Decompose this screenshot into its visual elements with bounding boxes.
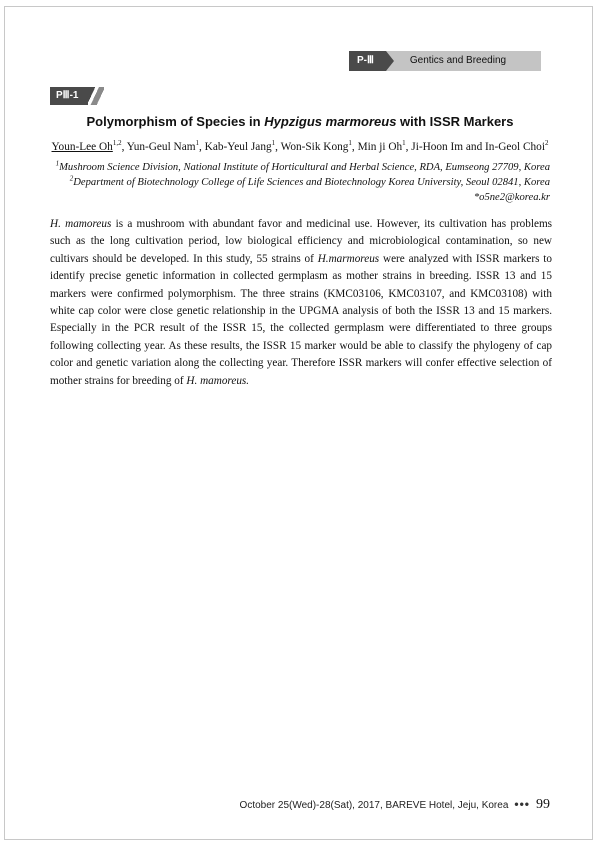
affiliation-1 (55, 159, 550, 173)
author-sup: 1 (271, 139, 276, 148)
author-name: Youn-Lee Oh (51, 141, 113, 153)
author-sup: 1 (402, 139, 406, 148)
page-number: 99 (536, 797, 550, 812)
page-footer (240, 797, 550, 813)
author-name: Min ji Oh (357, 141, 403, 153)
author-name: Kab-Yeul Jang (204, 141, 272, 153)
title-part-italic: Hypzigus marmoreus (264, 114, 397, 129)
paper-id: PⅢ-1 (50, 87, 88, 105)
abstract-text: were analyzed with ISSR markers to identify precise genetic information in collected germplasm as mother strains in breeding. ISSR 13 and 15 markers were confirmed polymorphism. The three strains (KMC03106, KMC03107, and KMC03108) with white cap color were close genetic relationship in the UPGMA analysis of both the ISSR 13 and 15 markers. Especially in the PCR result of the ISSR 15, the collected germplasm were differentiated to three groups following collecting year. As these results, the ISSR 15 marker would be able to classify the phylogeny of cap color and genetic variation along the collecting year. Therefore ISSR markers will confer effective selection of mother strains for breeding of (50, 252, 553, 387)
affiliation-text: Department of Biotechnology College of Life Sciences and Biotechnology Korea University, Seoul 02841, Korea (73, 177, 550, 188)
author-name: Yun-Geul Nam (126, 141, 196, 153)
badge-stripe-decoration (88, 87, 104, 105)
author-name: In-Geol Choi (485, 141, 545, 153)
affiliation-2 (69, 174, 550, 188)
footer-dots: ••• (514, 797, 530, 811)
abstract-species-italic: H.marmoreus (317, 252, 380, 265)
author-sep: , (351, 141, 358, 153)
section-code: P-Ⅲ (349, 51, 386, 71)
paper-id-badge (50, 87, 104, 105)
author-sep: , (275, 141, 281, 153)
author-sep: , (199, 141, 205, 153)
author-sup: 1 (195, 139, 200, 148)
page-frame (4, 6, 593, 840)
author-sup: 1,2 (112, 139, 122, 148)
author-sep: and (463, 141, 486, 153)
author-sep: , (405, 141, 412, 153)
corresponding-email: *o5ne2@korea.kr (473, 192, 550, 203)
author-name: Ji-Hoon Im (411, 141, 464, 153)
section-tab (349, 51, 541, 71)
affiliation-text: Mushroom Science Division, National Institute of Horticultural and Herbal Science, RDA, Eumseong 27709, Korea (59, 162, 550, 173)
author-list (0, 141, 600, 153)
paper-title (0, 114, 600, 129)
affiliation-sup: 2 (69, 174, 74, 183)
abstract-species-italic: H. mamoreus (50, 218, 112, 230)
author-sup: 1 (348, 139, 352, 148)
author-name: Won-Sik Kong (280, 141, 349, 153)
abstract-species-italic: H. mamoreus. (186, 374, 250, 387)
section-name: Gentics and Breeding (386, 51, 541, 71)
title-part-after: with ISSR Markers (396, 114, 514, 129)
affiliation-sup: 1 (55, 159, 60, 168)
title-part-before: Polymorphism of Species in (86, 114, 265, 129)
author-sep: , (121, 141, 127, 153)
footer-conference-info: October 25(Wed)-28(Sat), 2017, BAREVE Hotel, Jeju, Korea (239, 800, 509, 811)
author-sup: 2 (544, 139, 549, 148)
abstract (50, 216, 552, 390)
abstract-text: is a mushroom with abundant favor and medicinal use. However, its cultivation has problems such as the long cultivation period, low biological efficiency and microbiological contamination, so new cultivars should be developed. In this study, 55 strains of (50, 218, 552, 265)
